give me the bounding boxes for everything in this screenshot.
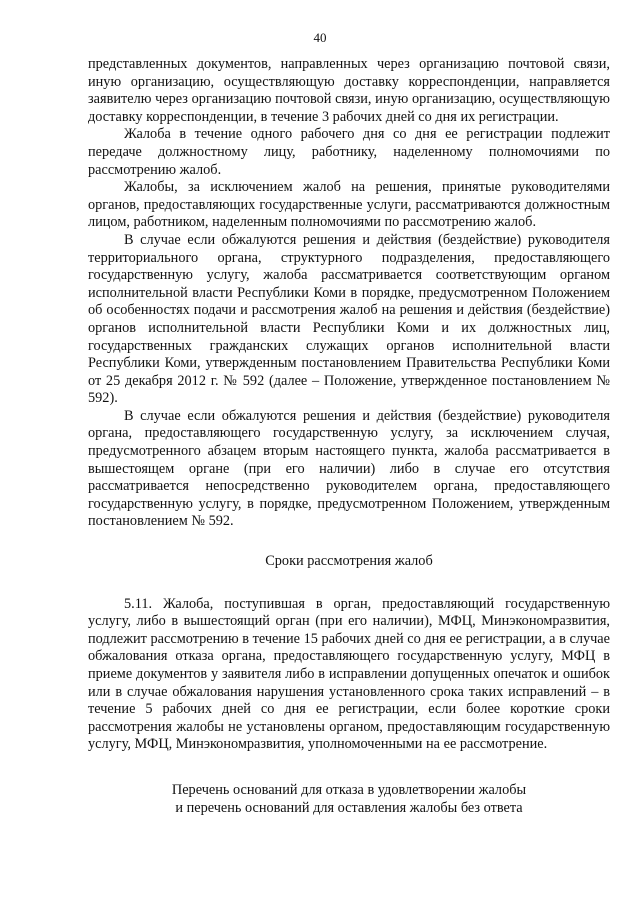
- section-heading-refusal-line: Перечень оснований для отказа в удовлетворении жалобы: [171, 781, 527, 798]
- paragraph: 5.11. Жалоба, поступившая в орган, предоставляющий государственную услугу, либо в вышестоящий орган (при его наличии), МФЦ, Минэкономразвития, подлежит рассмотрению в течение 15 рабочих дней со дня ее регистрации, а в случае обжалования отказа органа, предоставляющего государственную услугу, МФЦ в приеме документов у заявителя либо в исправлении допущенных опечаток и ошибок или в случае обжалования нарушения установленного срока таких исправлений – в течение 5 рабочих дней со дня ее регистрации, если более короткие сроки рассмотрения жалобы не установлены органом, предоставляющим государственную услугу, МФЦ, Минэкономразвития, уполномоченными на ее рассмотрение.: [88, 595, 610, 753]
- paragraph: Жалобы, за исключением жалоб на решения, принятые руководителями органов, предоставляющих государственные услуги, рассматриваются должностным лицом, работником, наделенным полномочиями по рассмотрению жалоб.: [88, 179, 610, 231]
- paragraph: В случае если обжалуются решения и действия (бездействие) руководителя органа, предоставляющего государственную услугу, за исключением случая, предусмотренного абзацем вторым настоящего пункта, жалоба рассматривается в вышестоящем органе (при его наличии) либо в случае его отсутствия рассматривается непосредственно руководителем органа, предоставляющего государственную услугу, в порядке, предусмотренном Положением, утвержденным постановлением № 592.: [88, 407, 610, 530]
- document-body: [88, 56, 610, 817]
- section-heading-refusal: [88, 782, 610, 817]
- section-heading-refusal-line: и перечень оснований для оставления жалобы без ответа: [175, 799, 523, 816]
- paragraph: Жалоба в течение одного рабочего дня со дня ее регистрации подлежит передаче должностному лицу, работнику, наделенному полномочиями по рассмотрению жалоб.: [88, 126, 610, 178]
- paragraph: представленных документов, направленных через организацию почтовой связи, иную организацию, осуществляющую доставку корреспонденции, направляется заявителю через организацию почтовой связи, иную организацию, осуществляющую доставку корреспонденции, в течение 3 рабочих дней со дня их регистрации.: [88, 56, 610, 125]
- paragraph: В случае если обжалуются решения и действия (бездействие) руководителя территориального органа, структурного подразделения, предоставляющего государственную услугу, жалоба рассматривается соответствующим органом исполнительной власти Республики Коми в порядке, предусмотренном Положением об особенностях подачи и рассмотрения жалоб на решения и действия (бездействие) органов исполнительной власти Республики Коми и их должностных лиц, государственных гражданских служащих органов исполнительной власти Республики Коми, утвержденным постановлением Правительства Республики Коми от 25 декабря 2012 г. № 592 (далее – Положение, утвержденное постановлением № 592).: [88, 231, 610, 407]
- section-heading-terms: Сроки рассмотрения жалоб: [265, 553, 433, 570]
- page-number: 40: [313, 30, 327, 45]
